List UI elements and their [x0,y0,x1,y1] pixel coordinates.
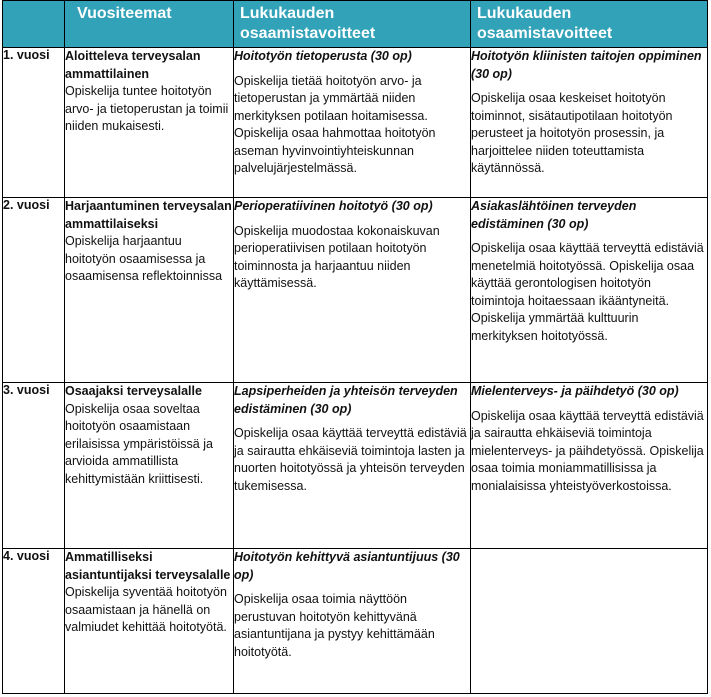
goal-cell [234,48,471,198]
goal-title: Lapsiperheiden ja yhteisön terveyden edistäminen (30 op) [234,384,458,416]
goal-description: Opiskelija osaa käyttää terveyttä edistäviä menetelmiä hoitotyössä. Opiskelija osaa käyttää gerontologisen hoitotyön toimintoja hoitaessaan ikääntyneitä. Opiskelija ymmärtää kulttuurin merkityksen hoitotyössä. [471,241,704,343]
year-cell: 3. vuosi [3,383,65,549]
theme-cell [65,198,234,383]
goal-cell [471,198,708,383]
goal-description: Opiskelija osaa käyttää terveyttä edistäviä ja sairautta ehkäiseviä toimintoja lasten ja nuorten hoitotyössä ja yhteisön terveyden tukemisessa. [234,426,467,493]
goal-description: Opiskelija muodostaa kokonaiskuvan perioperatiivisen potilaan hoitotyön toiminnosta ja harjaantuu niiden käyttämisessä. [234,223,440,290]
theme-cell [65,48,234,198]
year-cell: 1. vuosi [3,48,65,198]
theme-title: Osaajaksi terveysalalle [65,384,202,398]
theme-cell [65,549,234,694]
goal-title: Hoitotyön kliinisten taitojen oppiminen (30 op) [471,49,702,81]
goal-description: Opiskelija osaa käyttää terveyttä edistäviä ja sairautta ehkäiseviä toimintoja mielenterveys- ja päihdetyössä. Opiskelija osaa toimia moniammatillisissa ja monialaisissa yhteistyöverkostoissa. [471,408,704,493]
goal-description: Opiskelija osaa toimia näyttöön perustuvan hoitotyön kehittyvänä asiantuntijana ja pystyy kehittämään hoitotyötä. [234,592,435,659]
theme-title: Ammatilliseksi asiantuntijaksi terveysalalle [65,550,231,582]
goal-description: Opiskelija osaa keskeiset hoitotyön toiminnot, sisätautipotilaan hoitotyön perusteet ja hoitotyön prosessin, ja harjoittelee niiden toteuttamista käytännössä. [471,91,673,175]
theme-title: Harjaantuminen terveysalan ammattilaiseksi [65,199,232,231]
empty-goal-cell [471,549,708,694]
theme-cell [65,383,234,549]
header-themes: Vuositeemat [65,1,234,48]
goal-cell [234,383,471,549]
goal-title: Mielenterveys- ja päihdetyö (30 op) [471,384,679,398]
table-row [3,549,708,694]
goal-cell [471,383,708,549]
header-goals-1: Lukukauden osaamistavoitteet [234,1,471,48]
header-goals-2: Lukukauden osaamistavoitteet [471,1,708,48]
goal-cell [234,549,471,694]
goal-title: Perioperatiivinen hoitotyö (30 op) [234,199,433,213]
table-row [3,383,708,549]
goal-title: Hoitotyön kehittyvä asiantuntijuus (30 op) [234,550,460,582]
year-cell: 2. vuosi [3,198,65,383]
theme-description: Opiskelija osaa soveltaa hoitotyön osaamistaan erilaisissa ympäristöissä ja arvioida ammatillista kehittymistään kriittisesti. [65,401,213,486]
theme-description: Opiskelija tuntee hoitotyön arvo- ja tietoperustan ja toimii niiden mukaisesti. [65,84,229,133]
goal-title: Hoitotyön tietoperusta (30 op) [234,49,412,63]
theme-title: Aloitteleva terveysalan ammattilainen [65,49,201,81]
curriculum-table [2,0,708,694]
goal-description: Opiskelija tietää hoitotyön arvo- ja tietoperustan ja ymmärtää niiden merkityksen potilaan hoitamisessa. Opiskelija osaa hahmottaa hoitotyön aseman hyvinvointiyhteiskunnan palvelujärjestelmässä. [234,73,436,175]
table-row [3,48,708,198]
goal-cell [471,48,708,198]
header-row [3,1,708,48]
theme-description: Opiskelija syventää hoitotyön osaamistaan ja hänellä on valmiudet kehittää hoitotyötä. [65,585,227,634]
theme-description: Opiskelija harjaantuu hoitotyön osaamisessa ja osaamisensa reflektoinnissa [65,234,223,283]
table-row [3,198,708,383]
header-year [3,1,65,48]
goal-cell [234,198,471,383]
goal-title: Asiakaslähtöinen terveyden edistäminen (30 op) [471,199,637,231]
year-cell: 4. vuosi [3,549,65,694]
